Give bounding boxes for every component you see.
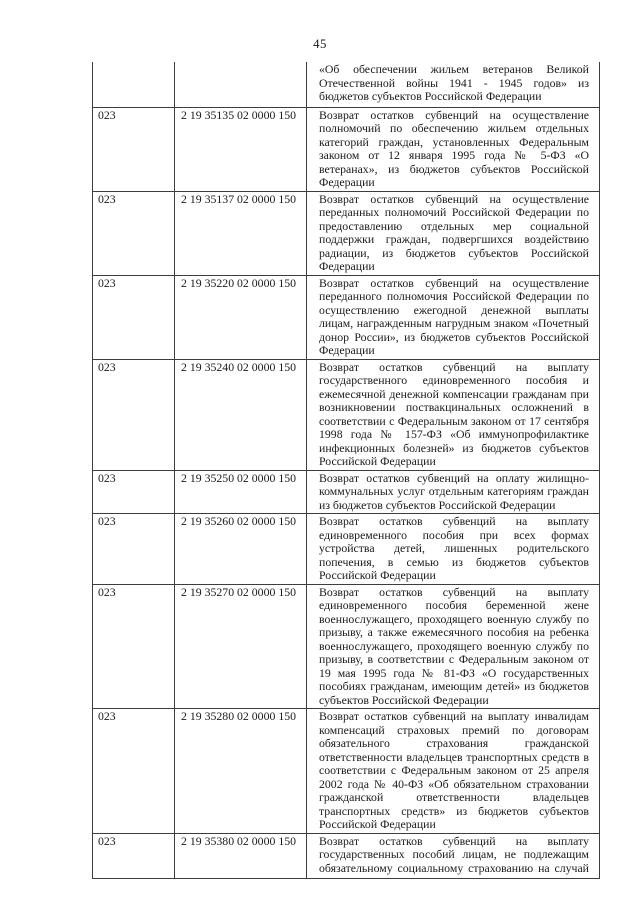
admin-code-cell: 023	[93, 359, 175, 470]
description-cell: Возврат остатков субвенций на выплату государственного единовременного пособия и ежемесячной денежной компенсации гражданам при возникновении поствакцинальных осложнений в соответствии с Федеральным законом от 17 сентября 1998 года № 157-ФЗ «Об иммунопрофилактике инфекционных болезней» из бюджетов субъектов Российской Федерации	[307, 359, 600, 470]
table-row	[93, 275, 600, 359]
table-row	[93, 833, 600, 878]
description-cell: Возврат остатков субвенций на осуществление полномочий по обеспечению жильем отдельных категорий граждан, установленных Федеральным законом от 12 января 1995 года № 5-ФЗ «О ветеранах», из бюджетов субъектов Российской Федерации	[307, 107, 600, 191]
description-cell: Возврат остатков субвенций на выплату единовременного пособия беременной жене военнослужащего, проходящего военную службу по призыву, а также ежемесячного пособия на ребенка военнослужащего, проходящего военную службу по призыву, в соответствии с Федеральным законом от 19 мая 1995 года № 81-ФЗ «О государственных пособиях гражданам, имеющим детей» из бюджетов субъектов Российской Федерации	[307, 584, 600, 709]
table-row	[93, 359, 600, 470]
admin-code-cell: 023	[93, 833, 175, 878]
admin-code-cell: 023	[93, 275, 175, 359]
table-row	[93, 470, 600, 514]
admin-code-cell: 023	[93, 470, 175, 514]
description-cell: Возврат остатков субвенций на оплату жилищно-коммунальных услуг отдельным категориям граждан из бюджетов субъектов Российской Федерации	[307, 470, 600, 514]
description-cell: «Об обеспечении жильем ветеранов Великой Отечественной войны 1941 - 1945 годов» из бюджетов субъектов Российской Федерации	[307, 62, 600, 107]
kbk-code-cell: 2 19 35270 02 0000 150	[175, 584, 307, 709]
page-number: 45	[313, 37, 327, 51]
kbk-code-cell: 2 19 35240 02 0000 150	[175, 359, 307, 470]
description-cell: Возврат остатков субвенций на выплату государственных пособий лицам, не подлежащим обязательному социальному страхованию на случай	[307, 833, 600, 878]
kbk-code-cell: 2 19 35137 02 0000 150	[175, 191, 307, 275]
admin-code-cell: 023	[93, 107, 175, 191]
table-row	[93, 709, 600, 834]
kbk-code-cell: 2 19 35260 02 0000 150	[175, 514, 307, 585]
admin-code-cell	[93, 62, 175, 107]
description-cell: Возврат остатков субвенций на осуществление переданных полномочий Российской Федерации по предоставлению отдельных мер социальной поддержки граждан, подвергшихся воздействию радиации, из бюджетов субъектов Российской Федерации	[307, 191, 600, 275]
description-cell: Возврат остатков субвенций на выплату инвалидам компенсаций страховых премий по договорам обязательного страхования гражданской ответственности владельцев транспортных средств в соответствии с Федеральным законом от 25 апреля 2002 года № 40-ФЗ «Об обязательном страховании гражданской ответственности владельцев транспортных средств» из бюджетов субъектов Российской Федерации	[307, 709, 600, 834]
table-row	[93, 191, 600, 275]
table-row	[93, 107, 600, 191]
kbk-code-cell: 2 19 35135 02 0000 150	[175, 107, 307, 191]
admin-code-cell: 023	[93, 709, 175, 834]
budget-codes-table-body	[93, 62, 600, 878]
table-row	[93, 62, 600, 107]
table-row	[93, 584, 600, 709]
budget-codes-table	[92, 62, 600, 879]
admin-code-cell: 023	[93, 191, 175, 275]
admin-code-cell: 023	[93, 584, 175, 709]
kbk-code-cell: 2 19 35380 02 0000 150	[175, 833, 307, 878]
description-cell: Возврат остатков субвенций на осуществление переданного полномочия Российской Федерации по осуществлению ежегодной денежной выплаты лицам, награжденным нагрудным знаком «Почетный донор России», из бюджетов субъектов Российской Федерации	[307, 275, 600, 359]
table-row	[93, 514, 600, 585]
kbk-code-cell	[175, 62, 307, 107]
admin-code-cell: 023	[93, 514, 175, 585]
kbk-code-cell: 2 19 35280 02 0000 150	[175, 709, 307, 834]
kbk-code-cell: 2 19 35220 02 0000 150	[175, 275, 307, 359]
description-cell: Возврат остатков субвенций на выплату единовременного пособия при всех формах устройства детей, лишенных родительского попечения, в семью из бюджетов субъектов Российской Федерации	[307, 514, 600, 585]
kbk-code-cell: 2 19 35250 02 0000 150	[175, 470, 307, 514]
